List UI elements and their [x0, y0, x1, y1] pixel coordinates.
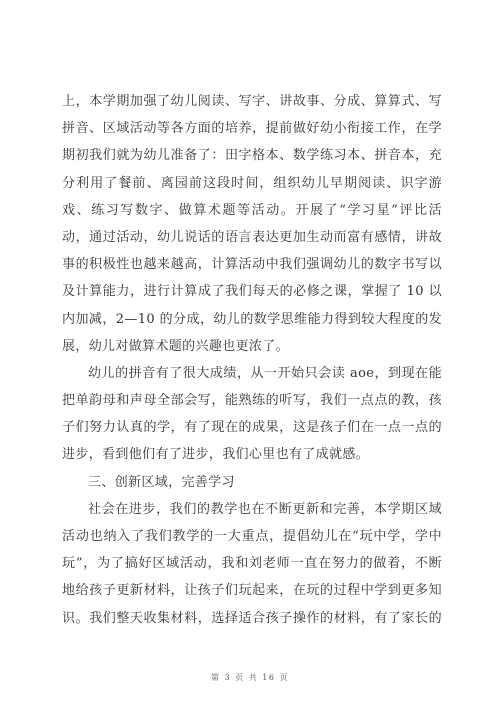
body-text — [62, 88, 442, 632]
text-line: 地给孩子更新材料，让孩子们玩起来，在玩的过程中学到更多知 — [62, 583, 442, 599]
text-line: 戏、练习写数字、做算术题等活动。开展了“学习星”评比活 — [62, 202, 442, 218]
text-line: 玩”，为了搞好区域活动，我和刘老师一直在努力的做着，不断 — [62, 556, 442, 572]
text-line: 动，通过活动，幼儿说话的语言表达更加生动而富有感情，讲故 — [62, 229, 442, 245]
text-line: 事的积极性也越来越高，计算活动中我们强调幼儿的数字书写以 — [62, 257, 442, 273]
section-heading: 三、创新区域，完善学习 — [88, 474, 235, 490]
text-line: 及计算能力，进行计算成了我们每天的必修之课，掌握了 10 以 — [62, 284, 442, 300]
text-line: 内加减，2—10 的分成，幼儿的数学思维能力得到较大程度的发 — [62, 311, 442, 327]
page-number-footer: 第 3 页 共 16 页 — [211, 673, 289, 682]
text-line: 活动也纳入了我们教学的一大重点，提倡幼儿在“玩中学，学中 — [62, 529, 442, 544]
text-line: 进步，看到他们有了进步，我们心里也有了成就感。 — [62, 447, 370, 463]
text-line: 分利用了餐前、离园前这段时间，组织幼儿早期阅读、识字游 — [62, 175, 442, 191]
text-line: 上，本学期加强了幼儿阅读、写字、讲故事、分成、算算式、写 — [62, 94, 442, 109]
text-line: 把单韵母和声母全部会写，能熟练的听写，我们一点点的教，孩 — [62, 393, 442, 409]
text-line: 子们努力认真的学，有了现在的成果，这是孩子们在一点一点的 — [62, 420, 442, 436]
text-line: 展，幼儿对做算术题的兴趣也更浓了。 — [62, 338, 289, 354]
text-line: 拼音、区域活动等各方面的培养，提前做好幼小衔接工作，在学 — [62, 121, 442, 137]
paragraph-first-line: 社会在进步，我们的教学也在不断更新和完善，本学期区域 — [88, 501, 442, 517]
text-line: 期初我们就为幼儿准备了：田字格本、数学练习本、拼音本，充 — [62, 148, 442, 164]
text-line: 识。我们整天收集材料，选择适合孩子操作的材料，有了家长的 — [62, 610, 442, 626]
paragraph-first-line: 幼儿的拼音有了很大成绩，从一开始只会读 aoe，到现在能 — [88, 365, 442, 381]
